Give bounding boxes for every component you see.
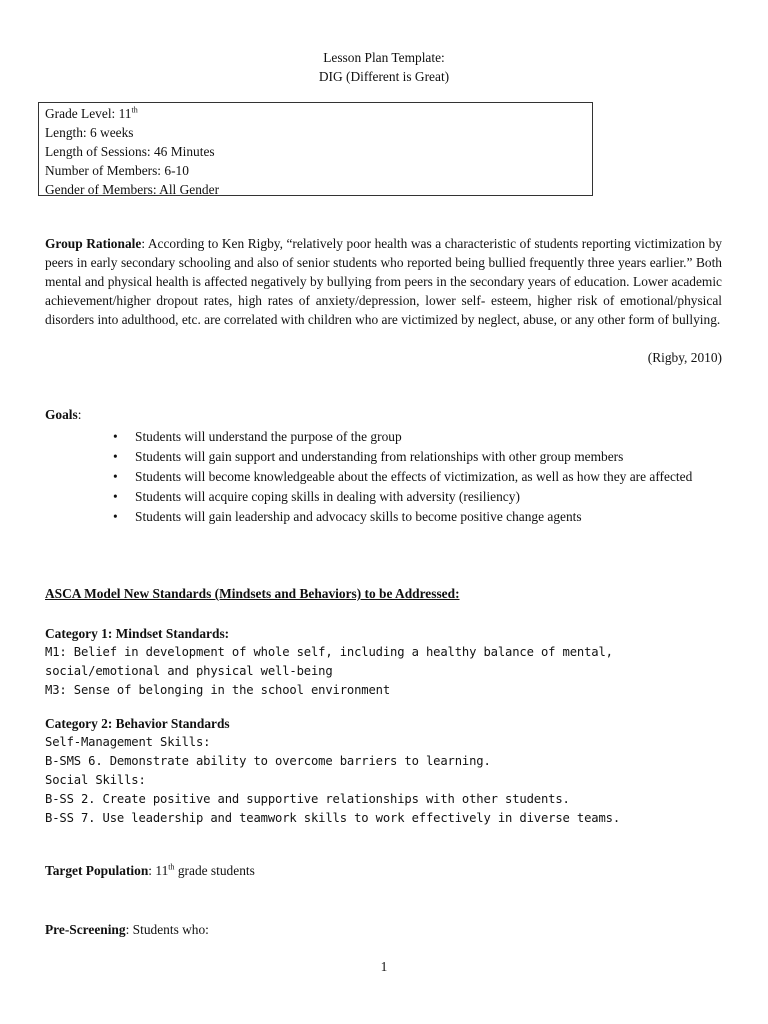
bullet-icon: •: [113, 509, 118, 524]
member-gender: Gender of Members: All Gender: [45, 182, 220, 197]
member-count: Number of Members: 6-10: [45, 163, 189, 178]
page-number: 1: [380, 959, 388, 974]
title-line-1: Lesson Plan Template:: [323, 50, 445, 65]
bullet-icon: •: [113, 469, 118, 484]
goals-list: [113, 427, 722, 527]
category-2-section: [45, 714, 722, 828]
bullet-icon: •: [113, 489, 118, 504]
document-title: [0, 48, 768, 86]
target-population: Target Population: 11th grade students: [45, 862, 255, 878]
bullet-icon: •: [113, 449, 118, 464]
title-line-2: DIG (Different is Great): [318, 69, 450, 84]
goal-item: • Students will acquire coping skills in dealing with adversity (resiliency): [113, 489, 520, 504]
goal-item: • Students will become knowledgeable about the effects of victimization, as well as how they are affected: [113, 469, 693, 484]
goal-item: • Students will gain support and understanding from relationships with other group members: [113, 449, 624, 464]
asca-standards-heading: ASCA Model New Standards (Mindsets and Behaviors) to be Addressed:: [45, 586, 460, 601]
bullet-icon: •: [113, 429, 118, 444]
grade-level: Grade Level: 11th: [45, 105, 138, 121]
rationale-heading: Group Rationale: [45, 236, 142, 251]
social-skills-label: Social Skills:: [45, 773, 146, 787]
rationale-citation: (Rigby, 2010): [647, 350, 722, 365]
category-1-section: [45, 624, 722, 700]
goals-heading: Goals:: [45, 407, 82, 422]
self-management-label: Self-Management Skills:: [45, 735, 211, 749]
length: Length: 6 weeks: [45, 125, 134, 140]
goal-item: • Students will understand the purpose of the group: [113, 429, 402, 444]
group-rationale: [45, 234, 722, 329]
session-length: Length of Sessions: 46 Minutes: [45, 144, 215, 159]
standard-bss7: B-SS 7. Use leadership and teamwork skills to work effectively in diverse teams.: [45, 811, 620, 825]
standard-m1: M1: Belief in development of whole self, including a healthy balance of mental, social/emotional and physical well-being: [45, 645, 613, 678]
standard-m3: M3: Sense of belonging in the school environment: [45, 683, 390, 697]
goal-item: • Students will gain leadership and advocacy skills to become positive change agents: [113, 509, 582, 524]
standard-bss2: B-SS 2. Create positive and supportive relationships with other students.: [45, 792, 570, 806]
rationale-text: : According to Ken Rigby, “relatively poor health was a characteristic of students reporting victimization by peers in early secondary schooling and also of senior students who reported being bullied frequently three years earlier.” Both mental and physical health is affected negatively by bullying from peers in the secondary years of education. Lower academic achievement/higher dropout rates, high rates of anxiety/depression, lower self- esteem, higher risk of emotional/physical disorders into adulthood, etc. are correlated with children who are victimized by neglect, abuse, or any other form of bullying.: [45, 236, 723, 327]
group-info-box: [38, 102, 593, 196]
standard-bsms6: B-SMS 6. Demonstrate ability to overcome barriers to learning.: [45, 754, 491, 768]
category-2-heading: Category 2: Behavior Standards: [45, 716, 230, 731]
pre-screening: Pre-Screening: Students who:: [45, 922, 209, 937]
category-1-heading: Category 1: Mindset Standards:: [45, 626, 230, 641]
